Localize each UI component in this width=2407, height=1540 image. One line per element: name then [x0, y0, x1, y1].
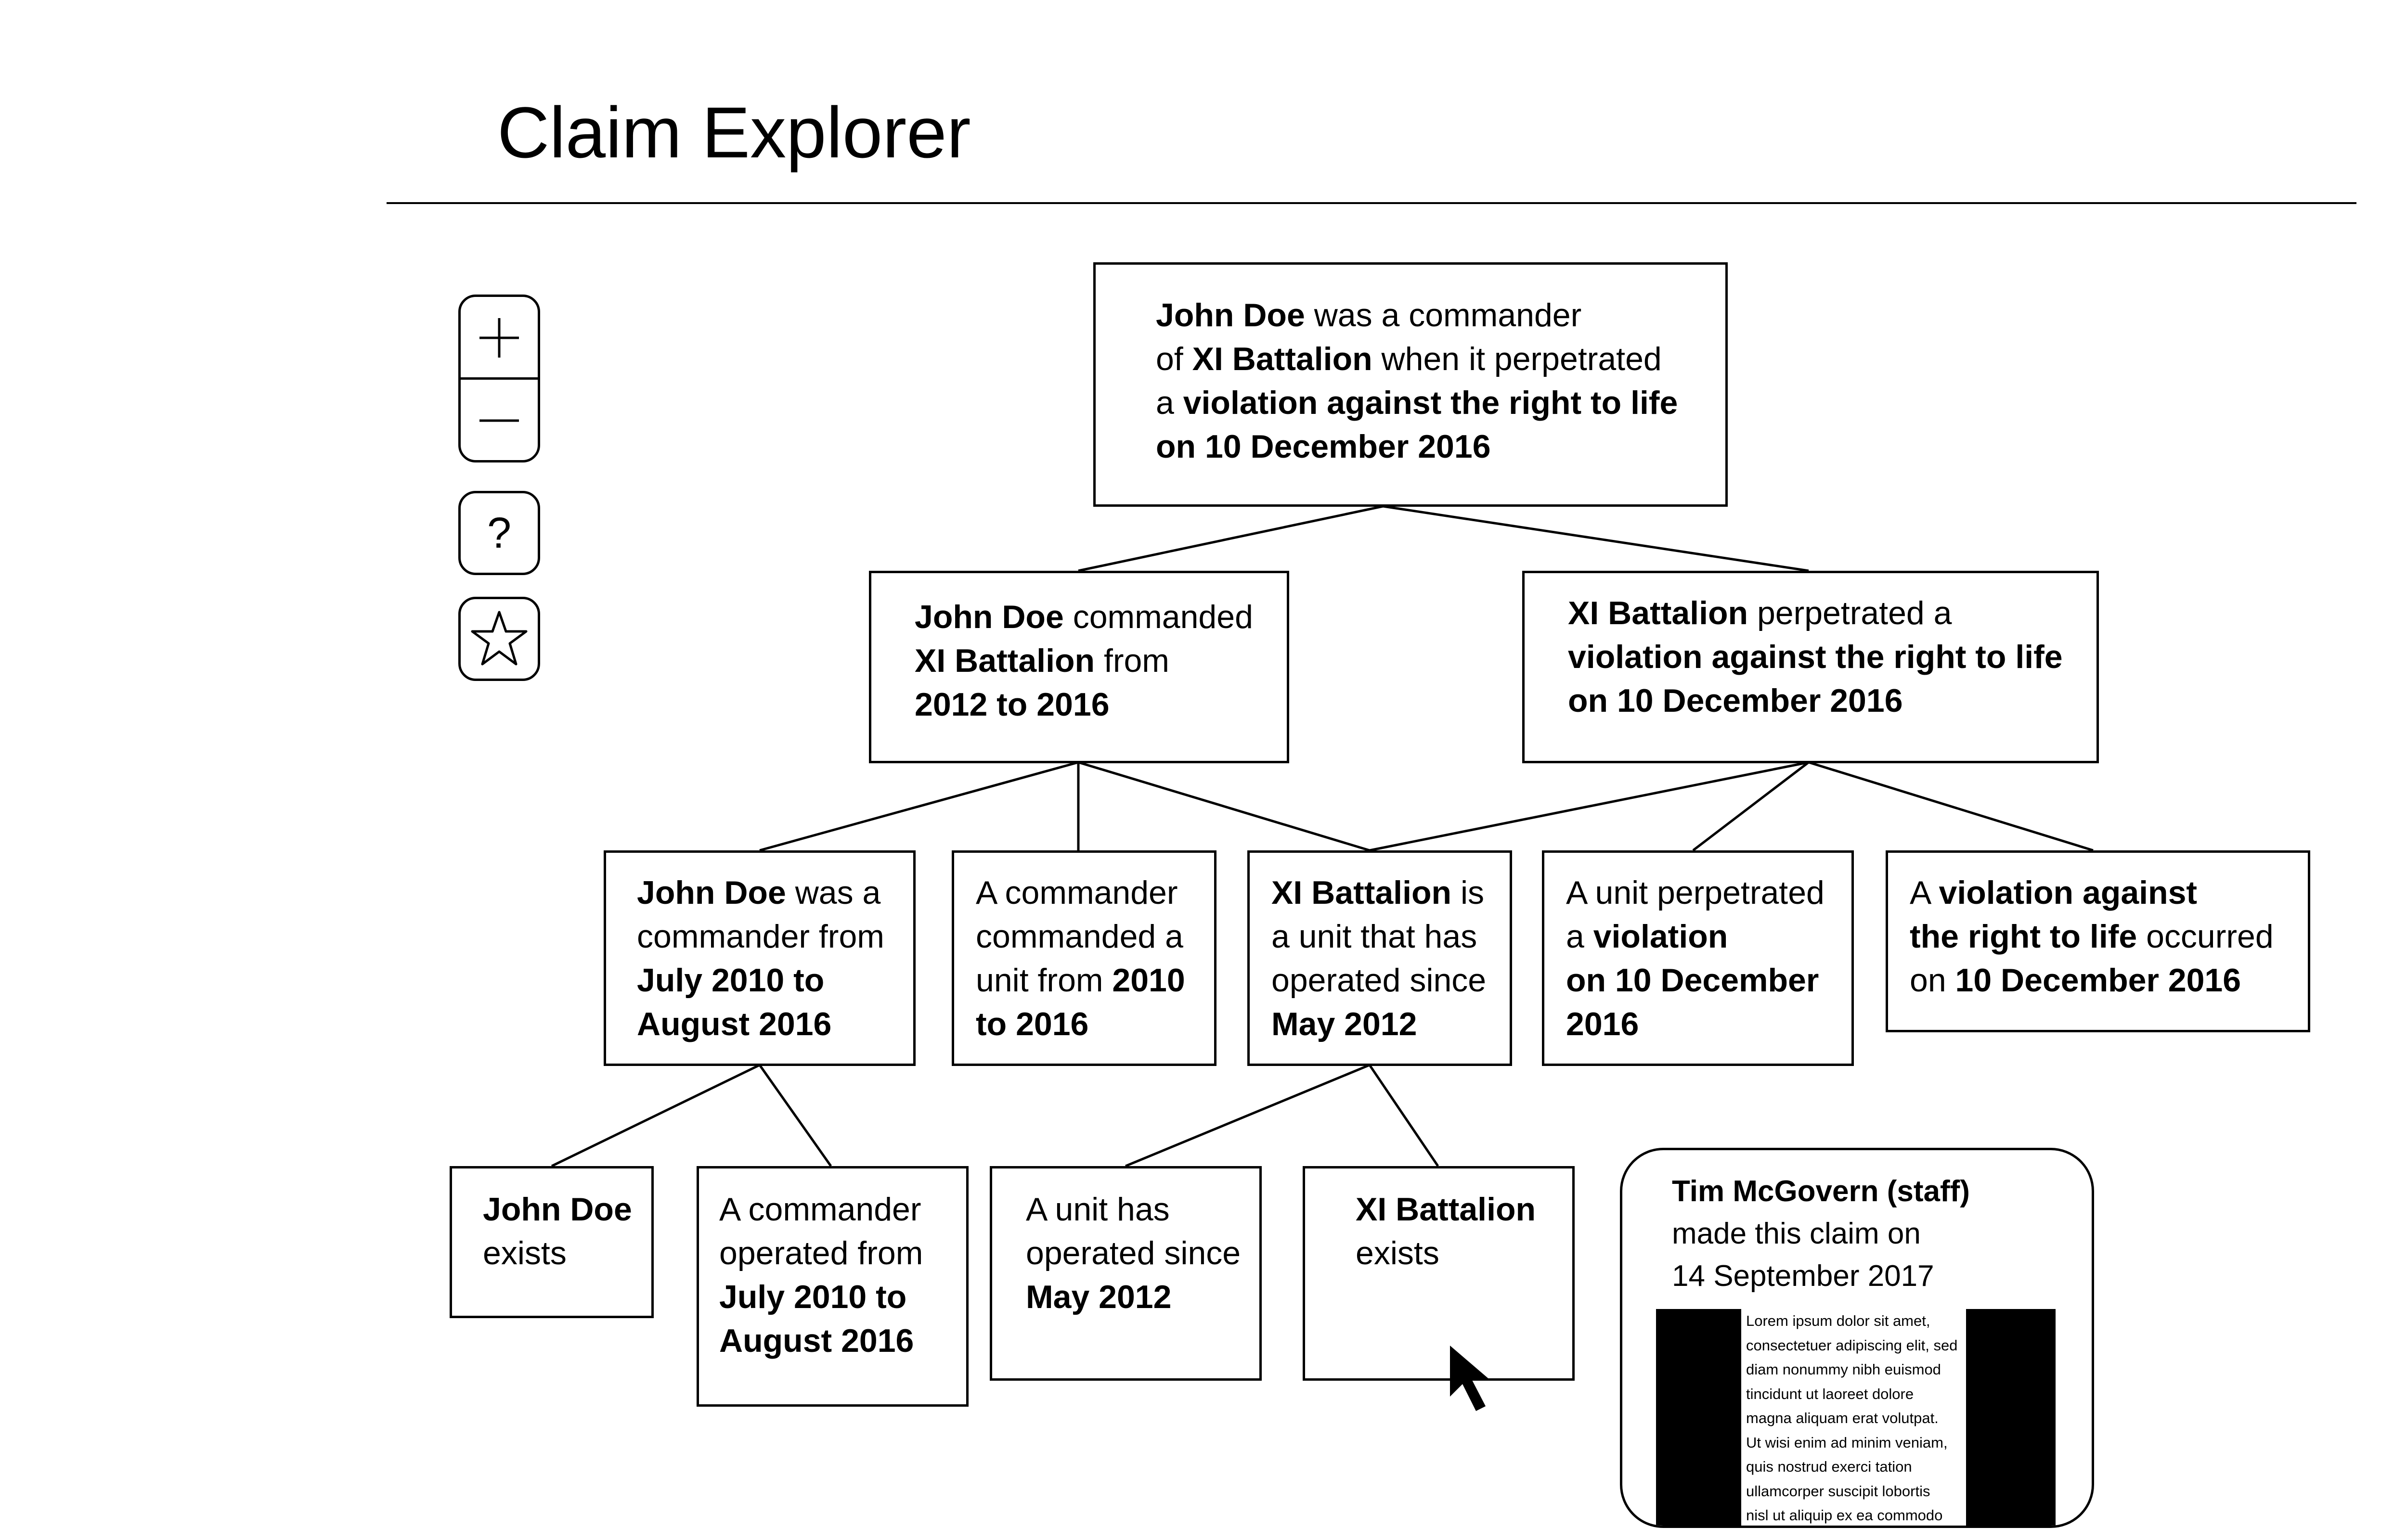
zoom-in-button[interactable]	[461, 297, 538, 378]
star-icon	[469, 609, 529, 669]
edge-root-commanded	[1078, 506, 1383, 571]
claim-root[interactable]: John Doe was a commander of XI Battalion when it perpetrated a violation against the right to life on 10 December 2016	[1093, 262, 1728, 507]
edge-is-unit-unit-operated	[1126, 1065, 1370, 1166]
document-line: ullamcorper suscipit lobortis	[1746, 1482, 1930, 1500]
claim-commander-commanded[interactable]: A commander commanded a unit from 2010 to 2016	[952, 850, 1216, 1066]
claim-unit-operated[interactable]: A unit has operated since May 2012	[990, 1166, 1262, 1381]
document-line: diam nonummy nibh euismod	[1746, 1361, 1941, 1378]
claim-violation-occurred[interactable]: A violation against the right to life occurred on 10 December 2016	[1886, 850, 2310, 1032]
claim-perpetrated[interactable]: XI Battalion perpetrated a violation against the right to life on 10 December 2016	[1522, 571, 2099, 763]
claim-was-commander[interactable]: John Doe was a commander from July 2010 to August 2016	[604, 850, 916, 1066]
document-line: consectetuer adipiscing elit, sed	[1746, 1336, 1958, 1354]
page-title: Claim Explorer	[497, 92, 971, 173]
favorite-button[interactable]	[458, 597, 540, 681]
source-action: made this claim on	[1672, 1217, 1921, 1250]
document-line: magna aliquam erat volutpat.	[1746, 1410, 1939, 1426]
edge-perpetrated-unit-perpetrated	[1693, 762, 1809, 850]
help-label: ?	[487, 509, 512, 557]
minus-icon	[478, 416, 521, 425]
edge-is-unit-xi-exists	[1370, 1065, 1438, 1166]
plus-icon	[478, 316, 521, 359]
source-document-preview[interactable]	[1656, 1309, 2056, 1528]
document-line: nisl ut aliquip ex ea commodo	[1746, 1507, 1943, 1524]
header-divider	[387, 202, 2356, 204]
document-line: Ut wisi enim ad minim veniam,	[1746, 1434, 1948, 1451]
source-author[interactable]: Tim McGovern (staff)	[1672, 1175, 1970, 1208]
document-line: Lorem ipsum dolor sit amet,	[1746, 1312, 1930, 1329]
claim-commander-operated[interactable]: A commander operated from July 2010 to August 2016	[697, 1166, 969, 1407]
cursor-arrow-icon	[1446, 1343, 1499, 1415]
document-line: quis nostrud exerci tation	[1746, 1458, 1912, 1475]
document-page	[1741, 1309, 1966, 1528]
source-date: 14 September 2017	[1672, 1259, 1934, 1293]
claim-commanded[interactable]: John Doe commanded XI Battalion from 2012 to 2016	[869, 571, 1289, 763]
edge-perpetrated-is-unit	[1370, 762, 1809, 850]
edge-perpetrated-violation	[1809, 762, 2093, 850]
edge-root-perpetrated	[1383, 506, 1809, 571]
claim-xi-exists[interactable]: XI Battalion exists	[1303, 1166, 1575, 1381]
edge-was-commander-jd-exists	[552, 1065, 760, 1166]
edge-commanded-was-commander	[760, 762, 1078, 850]
document-line: tincidunt ut laoreet dolore	[1746, 1385, 1914, 1402]
claim-unit-perpetrated[interactable]: A unit perpetrated a violation on 10 December 2016	[1542, 850, 1854, 1066]
source-info	[1672, 1170, 1970, 1297]
zoom-out-button[interactable]	[461, 380, 538, 461]
edge-commanded-is-unit	[1078, 762, 1370, 850]
claim-jd-exists[interactable]: John Doe exists	[450, 1166, 654, 1318]
claim-is-unit[interactable]: XI Battalion is a unit that has operated since May 2012	[1247, 850, 1512, 1066]
zoom-control	[458, 295, 540, 462]
help-button[interactable]	[458, 491, 540, 575]
edge-was-commander-commander-operated	[760, 1065, 831, 1166]
claim-source-card[interactable]	[1620, 1148, 2094, 1528]
